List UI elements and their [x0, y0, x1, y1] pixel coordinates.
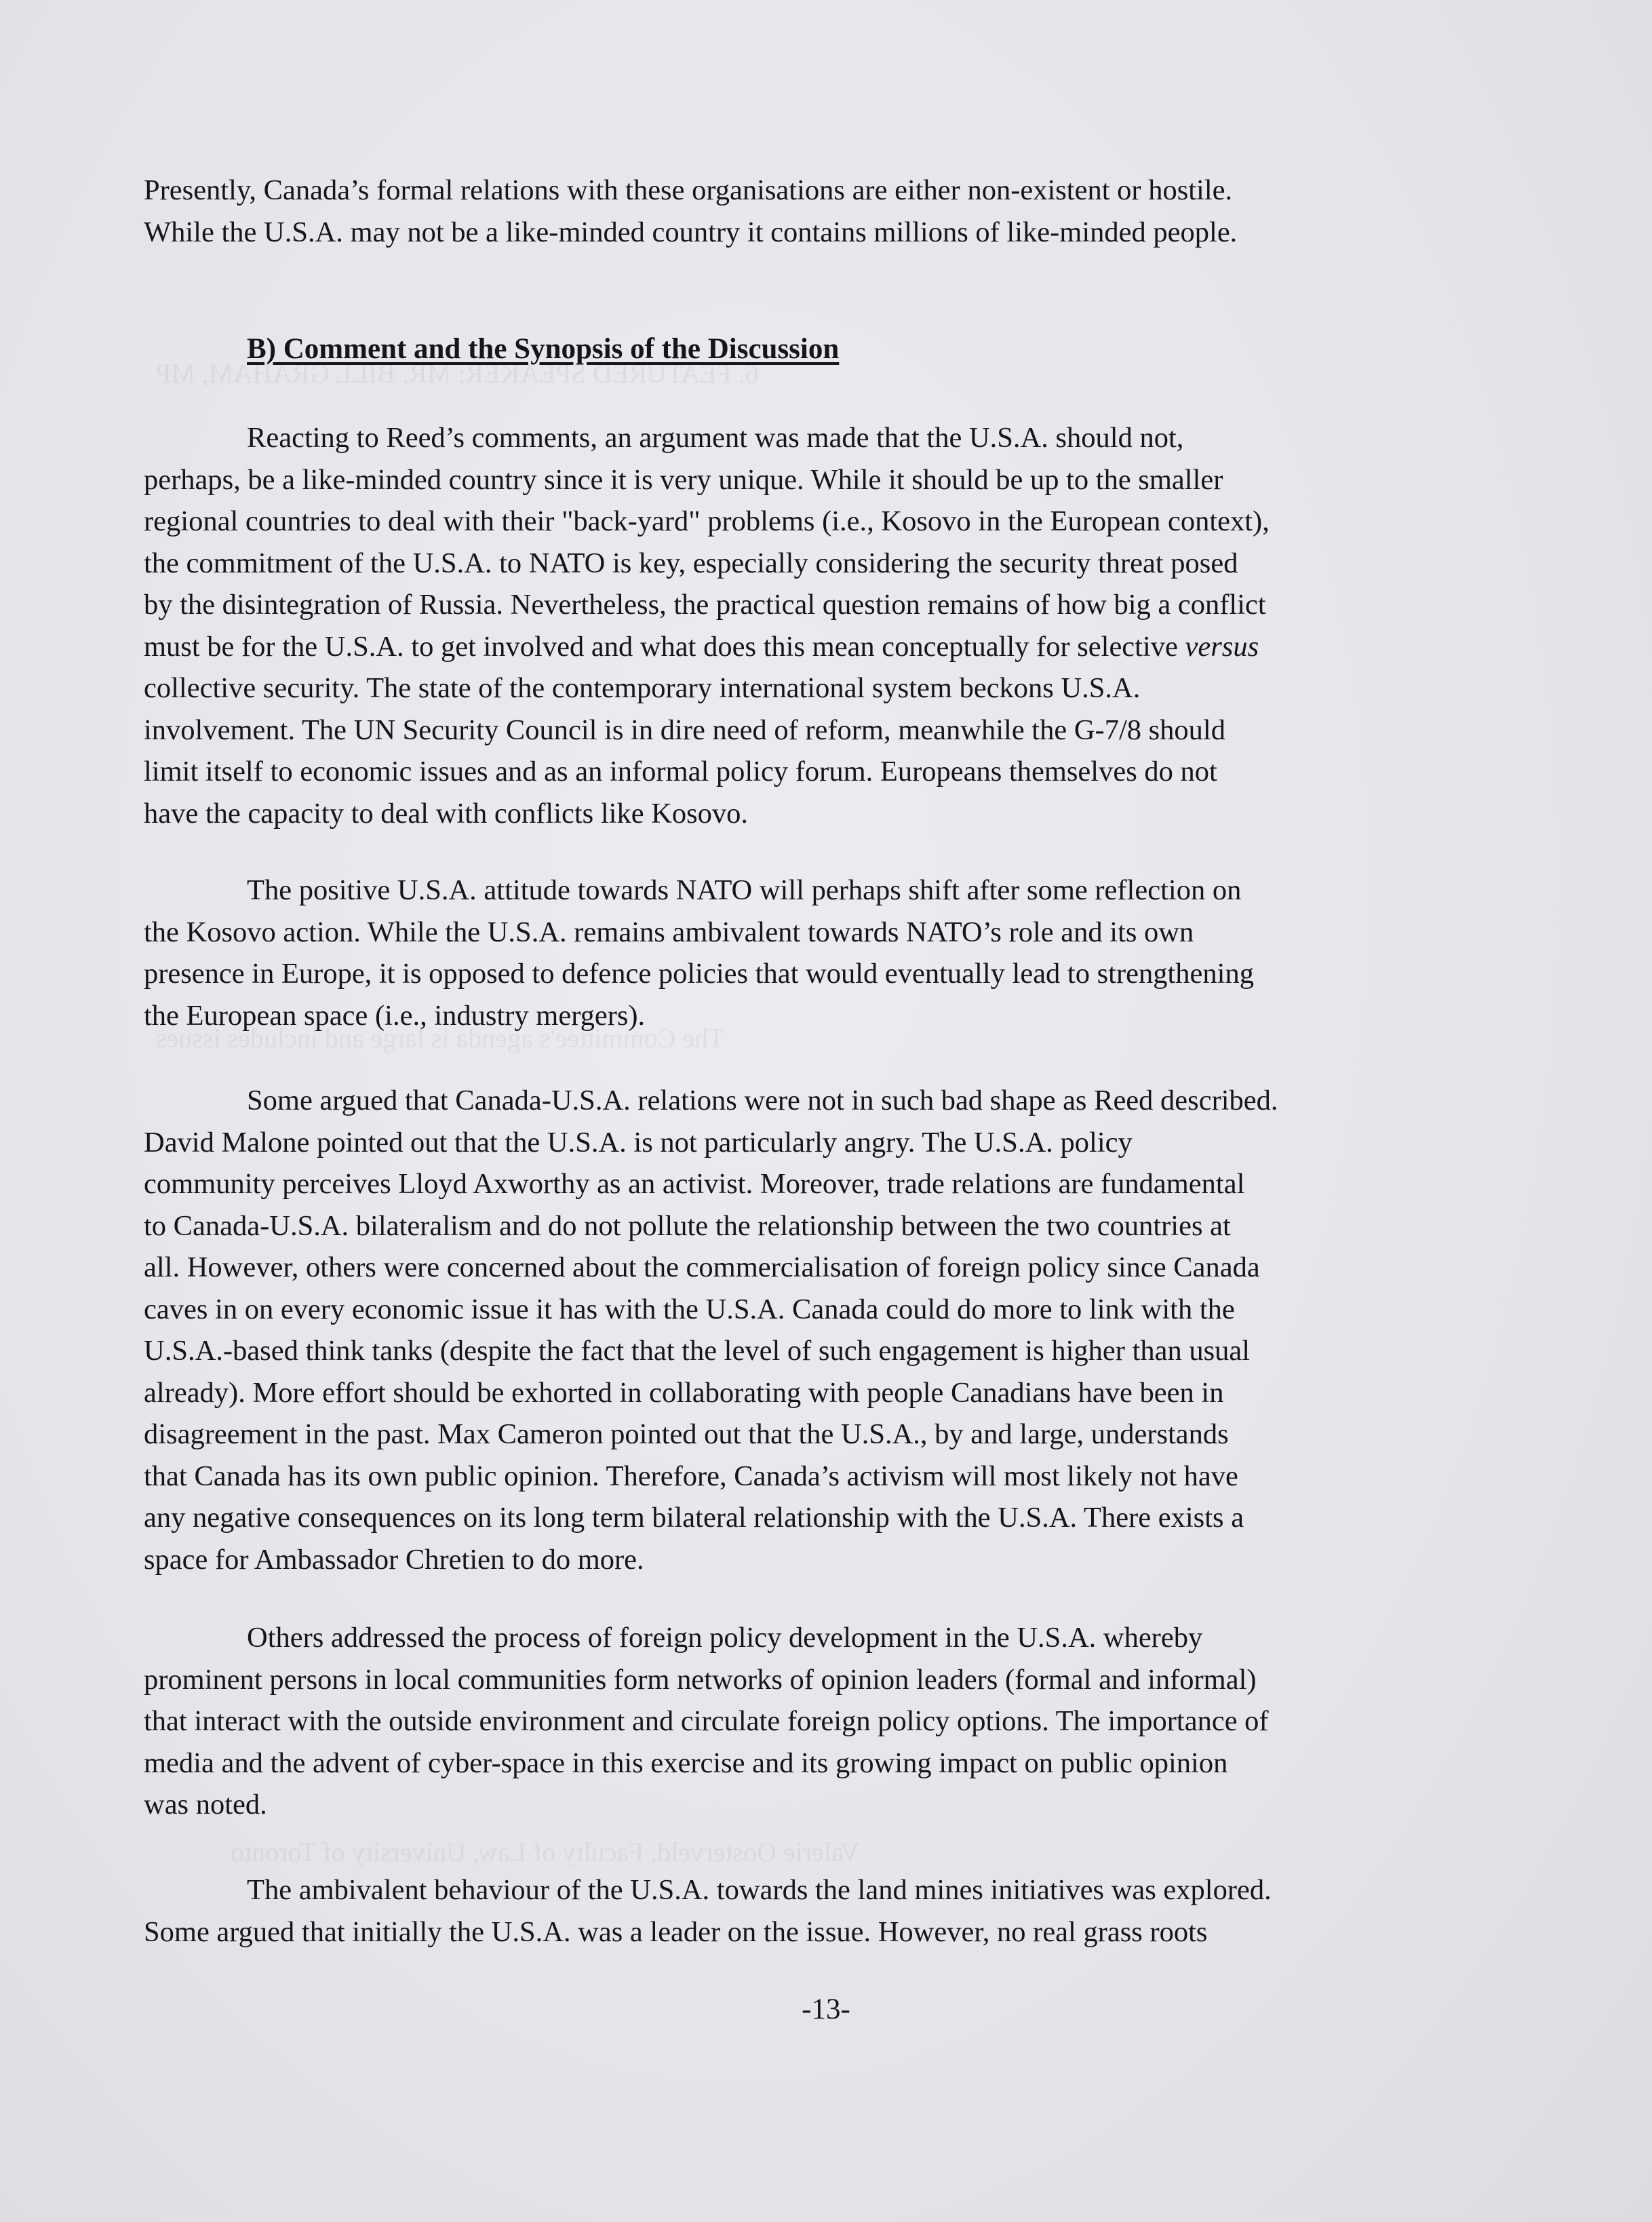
text-line: Others addressed the process of foreign policy development in the U.S.A. whereby	[247, 1622, 1203, 1654]
text-line: have the capacity to deal with conflicts like Kosovo.	[144, 797, 749, 830]
text-line: Some argued that initially the U.S.A. was a leader on the issue. However, no real grass roots	[144, 1915, 1208, 1948]
text-line: Some argued that Canada-U.S.A. relations were not in such bad shape as Reed described.	[247, 1085, 1278, 1116]
text-line: Reacting to Reed’s comments, an argument was made that the U.S.A. should not,	[247, 422, 1184, 454]
text-line: community perceives Lloyd Axworthy as an activist. Moreover, trade relations are fundamental	[144, 1168, 1245, 1200]
text-line: U.S.A.-based think tanks (despite the fact that the level of such engagement is higher than usual	[144, 1335, 1251, 1367]
intro-paragraph	[144, 170, 1237, 253]
text-line: perhaps, be a like-minded country since it is very unique. While it should be up to the smaller	[144, 463, 1223, 496]
text-line: by the disintegration of Russia. Nevertheless, the practical question remains of how big a conflict	[144, 589, 1266, 621]
italic-term: versus	[1185, 630, 1259, 663]
text-line: was noted.	[144, 1789, 267, 1820]
text-line: the Kosovo action. While the U.S.A. remains ambivalent towards NATO’s role and its own	[144, 916, 1194, 948]
show-through-text: 6. FEATURED SPEAKER: MR. BILL GRAHAM, MP	[156, 358, 759, 389]
text-line: that Canada has its own public opinion. Therefore, Canada’s activism will most likely not have	[144, 1460, 1238, 1492]
paragraph-2	[144, 870, 1254, 1036]
text-line: the commitment of the U.S.A. to NATO is key, especially considering the security threat posed	[144, 547, 1238, 579]
text-line: any negative consequences on its long term bilateral relationship with the U.S.A. There exists a	[144, 1502, 1244, 1534]
text-line: regional countries to deal with their "back-yard" problems (i.e., Kosovo in the European context),	[144, 505, 1270, 537]
page-number: -13-	[802, 1993, 850, 2025]
text-line: limit itself to economic issues and as an informal policy forum. Europeans themselves do not	[144, 756, 1217, 787]
text-line: space for Ambassador Chretien to do more.	[144, 1543, 644, 1576]
text-line: collective security. The state of the contemporary international system beckons U.S.A.	[144, 672, 1141, 704]
text-line: that interact with the outside environment and circulate foreign policy options. The importance of	[144, 1705, 1269, 1737]
text-line: The positive U.S.A. attitude towards NATO will perhaps shift after some reflection on	[247, 874, 1242, 906]
text-line: The ambivalent behaviour of the U.S.A. towards the land mines initiatives was explored.	[247, 1874, 1272, 1906]
text-line: involvement. The UN Security Council is in dire need of reform, meanwhile the G-7/8 should	[144, 714, 1225, 746]
paragraph-5	[144, 1869, 1272, 1953]
text-line: disagreement in the past. Max Cameron pointed out that the U.S.A., by and large, understands	[144, 1418, 1229, 1450]
paragraph-3	[144, 1080, 1278, 1580]
text-line: caves in on every economic issue it has with the U.S.A. Canada could do more to link with the	[144, 1293, 1235, 1325]
paragraph-1	[144, 417, 1270, 834]
paragraph-4	[144, 1617, 1269, 1826]
show-through-text: The Committee's agenda is large and includes issues	[156, 1023, 725, 1053]
text-line: the European space (i.e., industry mergers).	[144, 999, 646, 1032]
section-heading: B) Comment and the Synopsis of the Discussion	[247, 333, 840, 365]
text-line: to Canada-U.S.A. bilateralism and do not pollute the relationship between the two countries at	[144, 1209, 1231, 1242]
text-line: While the U.S.A. may not be a like-minded country it contains millions of like-minded people.	[144, 216, 1238, 248]
text-line: Presently, Canada’s formal relations with these organisations are either non-existent or hostile.	[144, 174, 1233, 206]
text-line: David Malone pointed out that the U.S.A. is not particularly angry. The U.S.A. policy	[144, 1126, 1133, 1158]
text-line: must be for the U.S.A. to get involved and what does this mean conceptually for selective	[144, 630, 1185, 663]
text-line: media and the advent of cyber-space in this exercise and its growing impact on public opinion	[144, 1747, 1228, 1779]
text-line: prominent persons in local communities form networks of opinion leaders (formal and informal)	[144, 1663, 1257, 1696]
text-line: all. However, others were concerned about the commercialisation of foreign policy since Canada	[144, 1251, 1260, 1283]
show-through-text: Valerie Oosterveld, Faculty of Law, University of Toronto	[231, 1837, 861, 1867]
text-line: already). More effort should be exhorted in collaborating with people Canadians have been in	[144, 1376, 1224, 1409]
text-line: presence in Europe, it is opposed to defence policies that would eventually lead to strengthening	[144, 958, 1254, 990]
